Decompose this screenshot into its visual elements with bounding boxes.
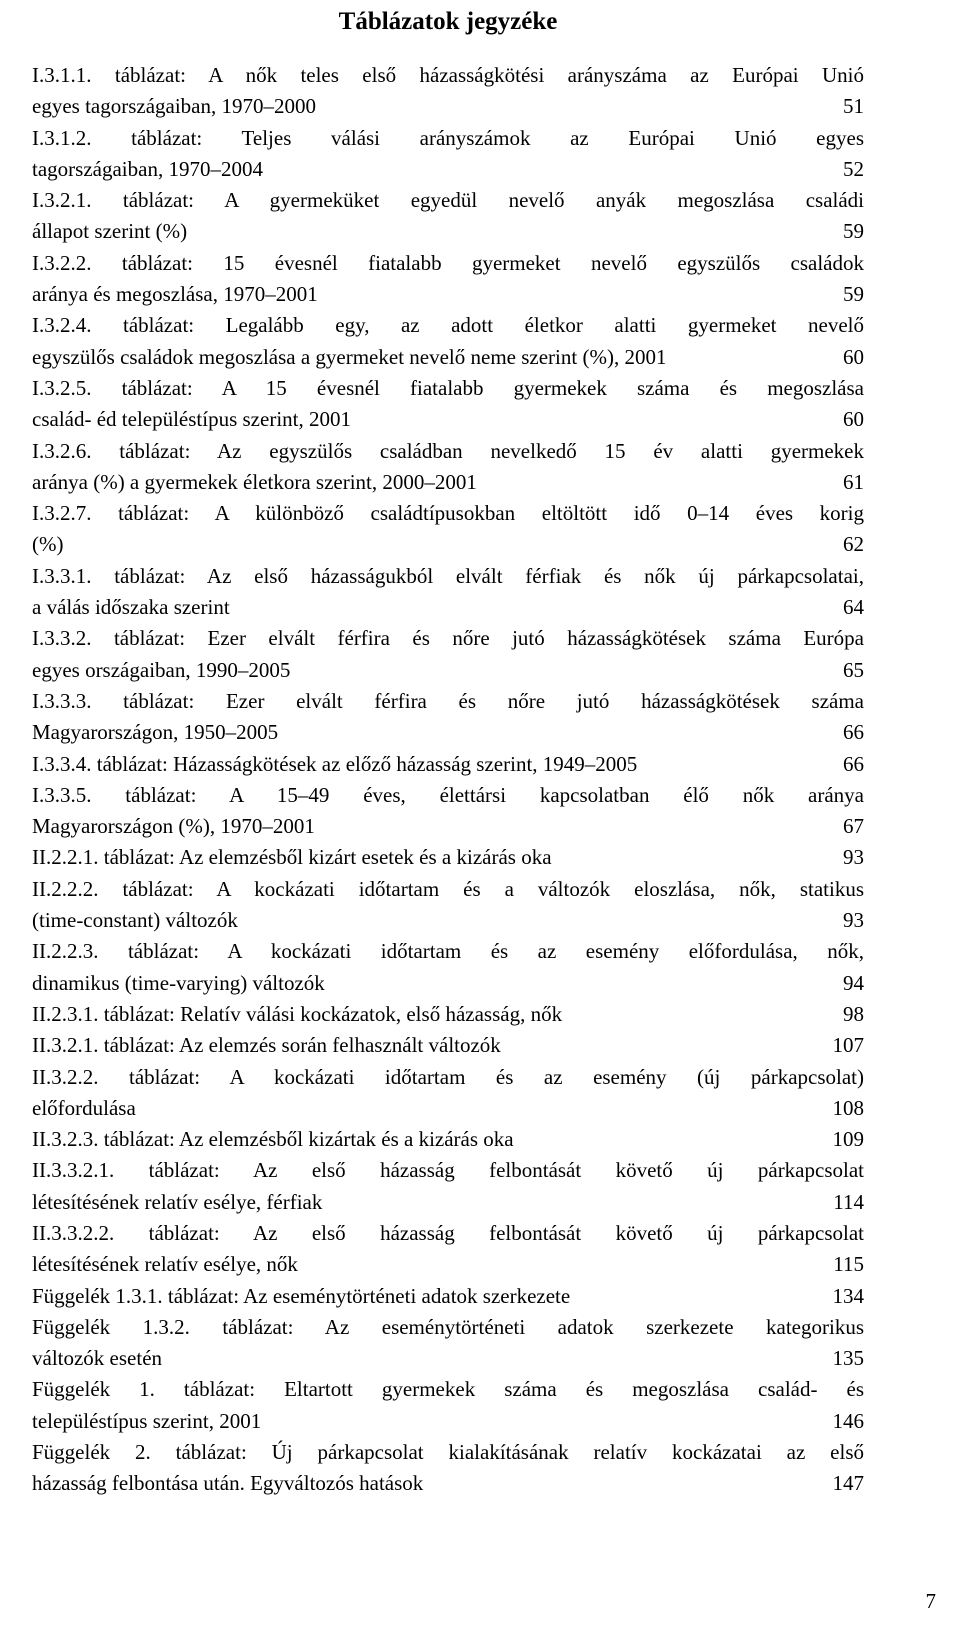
toc-entry-last-line <box>32 905 864 936</box>
toc-entry[interactable] <box>32 310 864 373</box>
toc-entry-line <box>32 936 864 967</box>
toc-entry-page: 66 <box>843 751 864 776</box>
toc-entry[interactable] <box>32 1281 864 1312</box>
toc-entry[interactable] <box>32 498 864 561</box>
toc-entry-line <box>32 561 864 592</box>
toc-entry[interactable] <box>32 686 864 749</box>
toc-entry-text: I.3.2.1. táblázat: A gyermeküket egyedül nevelő anyák megoszlása családi <box>32 188 864 213</box>
toc-entry[interactable] <box>32 842 864 873</box>
toc-entry-last-line <box>32 154 864 185</box>
toc-entry[interactable] <box>32 749 864 780</box>
toc-entry-text: II.3.2.2. táblázat: A kockázati időtartam és az esemény (új párkapcsolat) <box>32 1064 864 1089</box>
toc-entry-text: család- éd településtípus szerint, 2001 <box>32 407 351 432</box>
toc-entry-text: II.3.2.1. táblázat: Az elemzés során felhasznált változók <box>32 1033 501 1058</box>
toc-entry[interactable] <box>32 874 864 937</box>
toc-entry-text: (%) <box>32 532 64 557</box>
toc-entry-text: Magyarországon (%), 1970–2001 <box>32 814 315 839</box>
toc-entry[interactable] <box>32 1030 864 1061</box>
toc-entry-last-line <box>32 999 864 1030</box>
toc-entry-line <box>32 874 864 905</box>
toc-entry-text: dinamikus (time-varying) változók <box>32 970 325 995</box>
toc-entry-line <box>32 436 864 467</box>
toc-entry-last-line <box>32 811 864 842</box>
toc-entry-line <box>32 1374 864 1405</box>
toc-entry-page: 52 <box>843 156 864 181</box>
toc-entry-last-line <box>32 529 864 560</box>
toc-entry-text: I.3.1.2. táblázat: Teljes válási arányszámok az Európai Unió egyes <box>32 125 864 150</box>
toc-entry-line <box>32 185 864 216</box>
toc-entry[interactable] <box>32 1374 864 1437</box>
toc-entry-page: 107 <box>832 1033 864 1058</box>
toc-entry-line <box>32 1155 864 1186</box>
toc-entry[interactable] <box>32 123 864 186</box>
toc-entry-last-line <box>32 1343 864 1374</box>
toc-entry[interactable] <box>32 561 864 624</box>
toc-entry-text: egyes tagországaiban, 1970–2000 <box>32 94 317 119</box>
toc-entry-line <box>32 310 864 341</box>
toc-entry[interactable] <box>32 1062 864 1125</box>
toc-entry-text: I.3.3.4. táblázat: Házasságkötések az előző házasság szerint, 1949–2005 <box>32 751 638 776</box>
toc-entry-text: II.2.2.3. táblázat: A kockázati időtartam és az esemény előfordulása, nők, <box>32 939 864 964</box>
toc-entry-line <box>32 248 864 279</box>
toc-entry-line <box>32 123 864 154</box>
toc-entry-last-line <box>32 655 864 686</box>
toc-entry-page: 62 <box>843 532 864 557</box>
toc-entry[interactable] <box>32 185 864 248</box>
toc-entry-text: aránya és megoszlása, 1970–2001 <box>32 282 318 307</box>
toc-entry-last-line <box>32 91 864 122</box>
toc-entry-page: 135 <box>832 1346 864 1371</box>
toc-entry-text: I.3.3.3. táblázat: Ezer elvált férfira és nőre jutó házasságkötések száma <box>32 688 864 713</box>
toc-entry-text: I.3.2.6. táblázat: Az egyszülős családban nevelkedő 15 év alatti gyermekek <box>32 438 864 463</box>
toc-entry[interactable] <box>32 373 864 436</box>
toc-entry-last-line <box>32 1468 864 1499</box>
toc-entry-page: 146 <box>832 1408 864 1433</box>
toc-entry-last-line <box>32 342 864 373</box>
toc-entry[interactable] <box>32 1155 864 1218</box>
toc-entry[interactable] <box>32 780 864 843</box>
toc-entry-last-line <box>32 749 864 780</box>
toc-entry-last-line <box>32 1124 864 1155</box>
toc-entry-text: a válás időszaka szerint <box>32 595 230 620</box>
toc-entry-text: I.3.3.2. táblázat: Ezer elvált férfira és nőre jutó házasságkötések száma Európa <box>32 626 864 651</box>
toc-entry-text: Magyarországon, 1950–2005 <box>32 720 279 745</box>
toc-entry[interactable] <box>32 999 864 1030</box>
toc-entry-text: aránya (%) a gyermekek életkora szerint, 2000–2001 <box>32 469 477 494</box>
document-page <box>32 0 864 1500</box>
toc-entry-text: változók esetén <box>32 1346 163 1371</box>
toc-entry-line <box>32 1218 864 1249</box>
toc-entry-page: 59 <box>843 219 864 244</box>
toc-entry-text: I.3.2.2. táblázat: 15 évesnél fiatalabb gyermeket nevelő egyszülős családok <box>32 250 864 275</box>
toc-entry-text: I.3.3.5. táblázat: A 15–49 éves, élettársi kapcsolatban élő nők aránya <box>32 782 864 807</box>
toc-entry-last-line <box>32 717 864 748</box>
toc-entry-page: 109 <box>832 1127 864 1152</box>
toc-entry-page: 60 <box>843 344 864 369</box>
toc-entry-text: Függelék 1. táblázat: Eltartott gyermekek száma és megoszlása család- és <box>32 1377 864 1402</box>
toc-entry-text: I.3.1.1. táblázat: A nők teles első házasságkötési arányszáma az Európai Unió <box>32 63 864 87</box>
toc-entry-page: 108 <box>832 1095 864 1120</box>
toc-entry-text: II.2.3.1. táblázat: Relatív válási kockázatok, első házasság, nők <box>32 1001 563 1026</box>
toc-entry-text: előfordulása <box>32 1095 136 1120</box>
toc-entry-line <box>32 373 864 404</box>
toc-entry-page: 67 <box>843 814 864 839</box>
toc-entry-text: II.2.2.1. táblázat: Az elemzésből kizárt esetek és a kizárás oka <box>32 845 552 870</box>
toc-entry-text: I.3.3.1. táblázat: Az első házasságukból elvált férfiak és nők új párkapcsolatai, <box>32 563 864 588</box>
toc-entry-text: tagországaiban, 1970–2004 <box>32 156 263 181</box>
toc-entry-text: (time-constant) változók <box>32 908 238 933</box>
toc-entry-line <box>32 498 864 529</box>
toc-entry-text: I.3.2.7. táblázat: A különböző családtípusokban eltöltött idő 0–14 éves korig <box>32 501 864 526</box>
toc-entry-text: I.3.2.4. táblázat: Legalább egy, az adott életkor alatti gyermeket nevelő <box>32 313 864 338</box>
toc-entry-page: 114 <box>833 1189 864 1214</box>
toc-entry-text: egyes országaiban, 1990–2005 <box>32 657 291 682</box>
toc-entry-text: létesítésének relatív esélye, nők <box>32 1252 298 1277</box>
toc-entry-last-line <box>32 1281 864 1312</box>
toc-entry-page: 93 <box>843 845 864 870</box>
toc-entry-page: 59 <box>843 282 864 307</box>
toc-entry[interactable] <box>32 248 864 311</box>
toc-entry-line <box>32 60 864 91</box>
toc-entry-page: 98 <box>843 1001 864 1026</box>
toc-entry-line <box>32 686 864 717</box>
toc-entry-last-line <box>32 404 864 435</box>
toc-entry-text: II.3.3.2.2. táblázat: Az első házasság felbontását követő új párkapcsolat <box>32 1220 864 1245</box>
toc-entry-text: II.3.3.2.1. táblázat: Az első házasság felbontását követő új párkapcsolat <box>32 1158 864 1183</box>
toc-entry-page: 51 <box>843 94 864 119</box>
toc-entry[interactable] <box>32 1124 864 1155</box>
toc-entry-text: II.3.2.3. táblázat: Az elemzésből kizártak és a kizárás oka <box>32 1127 514 1152</box>
table-of-contents <box>32 60 864 1500</box>
toc-entry-text: Függelék 1.3.1. táblázat: Az eseménytörténeti adatok szerkezete <box>32 1283 571 1308</box>
toc-entry-page: 66 <box>843 720 864 745</box>
toc-entry-last-line <box>32 1406 864 1437</box>
toc-entry-line <box>32 623 864 654</box>
toc-entry-page: 115 <box>833 1252 864 1277</box>
toc-entry[interactable] <box>32 1437 864 1500</box>
toc-entry-last-line <box>32 1093 864 1124</box>
toc-entry[interactable] <box>32 1312 864 1375</box>
toc-entry[interactable] <box>32 436 864 499</box>
toc-entry-line <box>32 1437 864 1468</box>
toc-entry-page: 61 <box>843 469 864 494</box>
toc-entry-last-line <box>32 1030 864 1061</box>
toc-entry-last-line <box>32 968 864 999</box>
toc-entry-last-line <box>32 467 864 498</box>
toc-entry-text: egyszülős családok megoszlása a gyermeket nevelő neme szerint (%), 2001 <box>32 344 667 369</box>
toc-entry-last-line <box>32 842 864 873</box>
toc-entry-page: 134 <box>832 1283 864 1308</box>
toc-entry-line <box>32 1062 864 1093</box>
toc-entry-last-line <box>32 1187 864 1218</box>
toc-entry[interactable] <box>32 60 864 123</box>
toc-entry-page: 147 <box>832 1471 864 1496</box>
toc-entry[interactable] <box>32 936 864 999</box>
toc-entry[interactable] <box>32 623 864 686</box>
toc-entry-text: I.3.2.5. táblázat: A 15 évesnél fiatalabb gyermekek száma és megoszlása <box>32 375 864 400</box>
toc-entry-text: II.2.2.2. táblázat: A kockázati időtartam és a változók eloszlása, nők, statikus <box>32 876 864 901</box>
toc-entry-text: Függelék 2. táblázat: Új párkapcsolat kialakításának relatív kockázatai az első <box>32 1440 864 1465</box>
toc-entry-text: Függelék 1.3.2. táblázat: Az eseménytörténeti adatok szerkezete kategorikus <box>32 1314 864 1339</box>
toc-entry-page: 60 <box>843 407 864 432</box>
toc-entry-line <box>32 780 864 811</box>
toc-entry-page: 65 <box>843 657 864 682</box>
toc-entry-line <box>32 1312 864 1343</box>
toc-entry-last-line <box>32 1249 864 1280</box>
toc-entry-last-line <box>32 592 864 623</box>
toc-entry-page: 93 <box>843 908 864 933</box>
toc-entry-page: 64 <box>843 595 864 620</box>
toc-entry-last-line <box>32 279 864 310</box>
toc-entry-text: településtípus szerint, 2001 <box>32 1408 262 1433</box>
toc-entry-last-line <box>32 216 864 247</box>
toc-entry[interactable] <box>32 1218 864 1281</box>
page-title: Táblázatok jegyzéke <box>338 8 558 35</box>
toc-entry-text: állapot szerint (%) <box>32 219 188 244</box>
toc-entry-text: létesítésének relatív esélye, férfiak <box>32 1189 323 1214</box>
toc-entry-text: házasság felbontása után. Egyváltozós hatások <box>32 1471 424 1496</box>
page-number: 7 <box>925 1589 936 1613</box>
toc-entry-page: 94 <box>843 970 864 995</box>
